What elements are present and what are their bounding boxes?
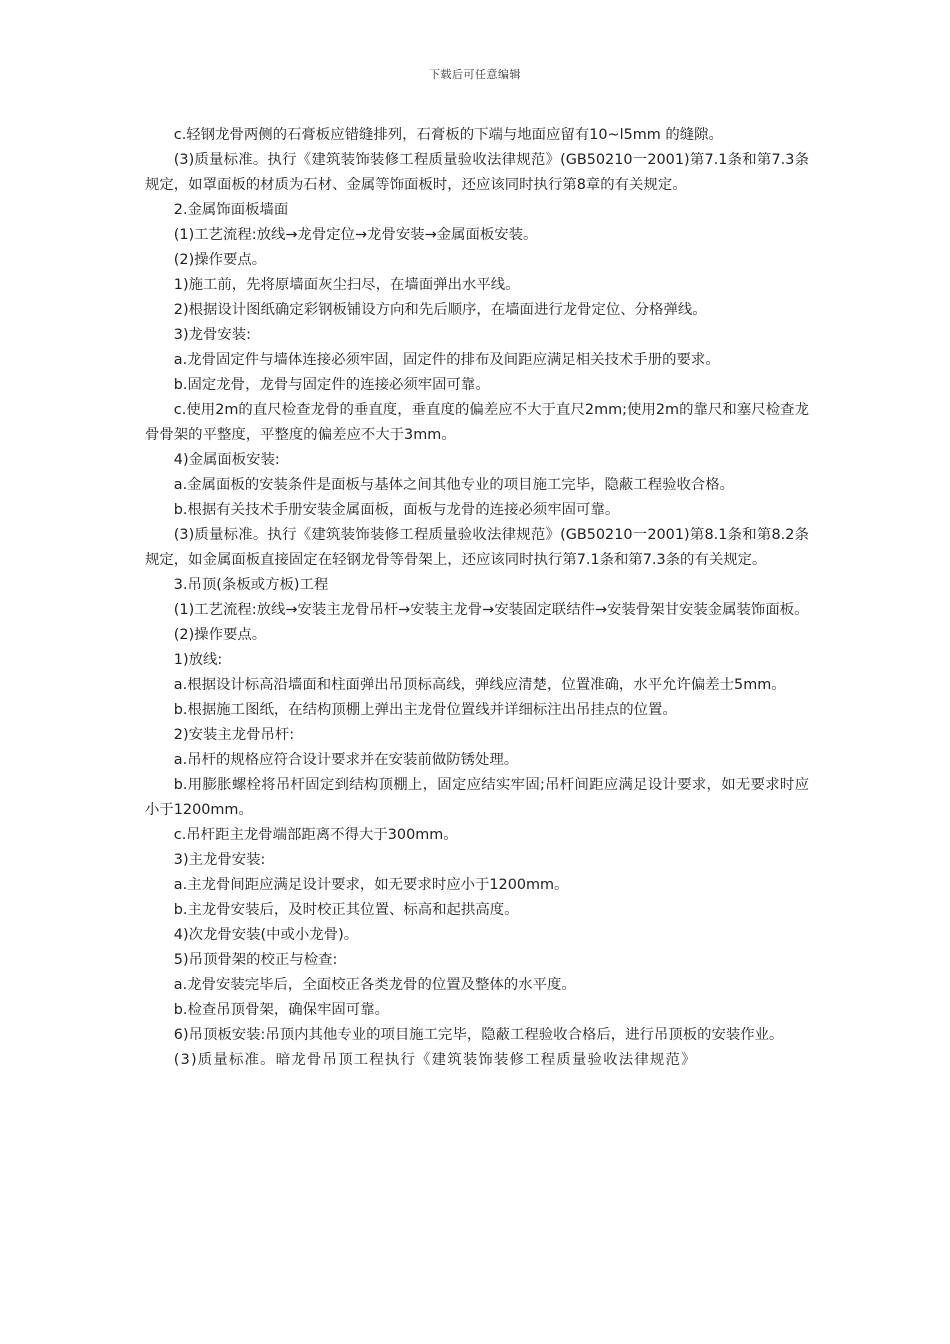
paragraph: (3)质量标准。执行《建筑装饰装修工程质量验收法律规范》(GB50210一2001)第8.1条和第8.2条规定，如金属面板直接固定在轻钢龙骨等骨架上，还应该同时执行第7.1条和第7.3条的有关规定。: [145, 527, 809, 568]
paragraph: b.主龙骨安装后，及时校正其位置、标高和起拱高度。: [173, 902, 519, 918]
paragraph: b.用膨胀螺栓将吊杆固定到结构顶棚上，固定应结实牢固;吊杆间距应满足设计要求，如无要求时应小于1200mm。: [145, 777, 809, 818]
paragraph: 6)吊顶板安装:吊顶内其他专业的项目施工完毕，隐蔽工程验收合格后，进行吊顶板的安装作业。: [173, 1027, 784, 1043]
paragraph: 2.金属饰面板墙面: [173, 202, 289, 218]
paragraph: 3.吊顶(条板或方板)工程: [173, 577, 329, 593]
paragraph: (1)工艺流程:放线→龙骨定位→龙骨安装→金属面板安装。: [173, 227, 538, 243]
paragraph: 4)金属面板安装:: [173, 452, 280, 468]
paragraph: c.吊杆距主龙骨端部距离不得大于300mm。: [173, 827, 458, 843]
paragraph: (3)质量标准。暗龙骨吊顶工程执行《建筑装饰装修工程质量验收法律规范》: [173, 1052, 697, 1068]
paragraph: c.使用2m的直尺检查龙骨的垂直度，垂直度的偏差应不大于直尺2mm;使用2m的靠尺和塞尺检查龙骨骨架的平整度，平整度的偏差应不大于3mm。: [145, 402, 809, 443]
paragraph: a.根据设计标高沿墙面和柱面弹出吊顶标高线，弹线应清楚，位置准确，水平允许偏差士5mm。: [173, 677, 786, 693]
paragraph: 1)放线:: [173, 652, 223, 668]
paragraph: b.根据有关技术手册安装金属面板，面板与龙骨的连接必须牢固可靠。: [173, 502, 620, 518]
paragraph: a.龙骨固定件与墙体连接必须牢固，固定件的排布及间距应满足相关技术手册的要求。: [173, 352, 720, 368]
paragraph: 4)次龙骨安装(中或小龙骨)。: [173, 927, 359, 943]
paragraph: a.金属面板的安装条件是面板与基体之间其他专业的项目施工完毕，隐蔽工程验收合格。: [173, 477, 735, 493]
paragraph: 5)吊顶骨架的校正与检查:: [173, 952, 338, 968]
paragraph: 3)龙骨安装:: [173, 327, 251, 343]
paragraph: a.主龙骨间距应满足设计要求，如无要求时应小于1200mm。: [173, 877, 569, 893]
paragraph: (2)操作要点。: [173, 627, 267, 643]
document-body: [145, 123, 809, 1073]
paragraph: b.检查吊顶骨架，确保牢固可靠。: [173, 1002, 389, 1018]
paragraph: b.根据施工图纸，在结构顶棚上弹出主龙骨位置线并详细标注出吊挂点的位置。: [173, 702, 677, 718]
paragraph: a.龙骨安装完毕后，全面校正各类龙骨的位置及整体的水平度。: [173, 977, 576, 993]
paragraph: (1)工艺流程:放线→安装主龙骨吊杆→安装主龙骨→安装固定联结件→安装骨架甘安装金属装饰面板。: [173, 602, 809, 618]
paragraph: c.轻钢龙骨两侧的石膏板应错缝排列，石膏板的下端与地面应留有10~l5mm 的缝隙。: [173, 127, 723, 143]
paragraph: b.固定龙骨，龙骨与固定件的连接必须牢固可靠。: [173, 377, 490, 393]
paragraph: 2)安装主龙骨吊杆:: [173, 727, 295, 743]
page-header: 下载后可任意编辑: [429, 68, 521, 81]
paragraph: 2)根据设计图纸确定彩钢板铺设方向和先后顺序，在墙面进行龙骨定位、分格弹线。: [173, 302, 707, 318]
paragraph: (3)质量标准。执行《建筑装饰装修工程质量验收法律规范》(GB50210一2001)第7.1条和第7.3条规定，如罩面板的材质为石材、金属等饰面板时，还应该同时执行第8章的有关规定。: [145, 152, 809, 193]
paragraph: 1)施工前，先将原墙面灰尘扫尽，在墙面弹出水平线。: [173, 277, 520, 293]
paragraph: 3)主龙骨安装:: [173, 852, 266, 868]
paragraph: a.吊杆的规格应符合设计要求并在安装前做防锈处理。: [173, 752, 519, 768]
paragraph: (2)操作要点。: [173, 252, 267, 268]
